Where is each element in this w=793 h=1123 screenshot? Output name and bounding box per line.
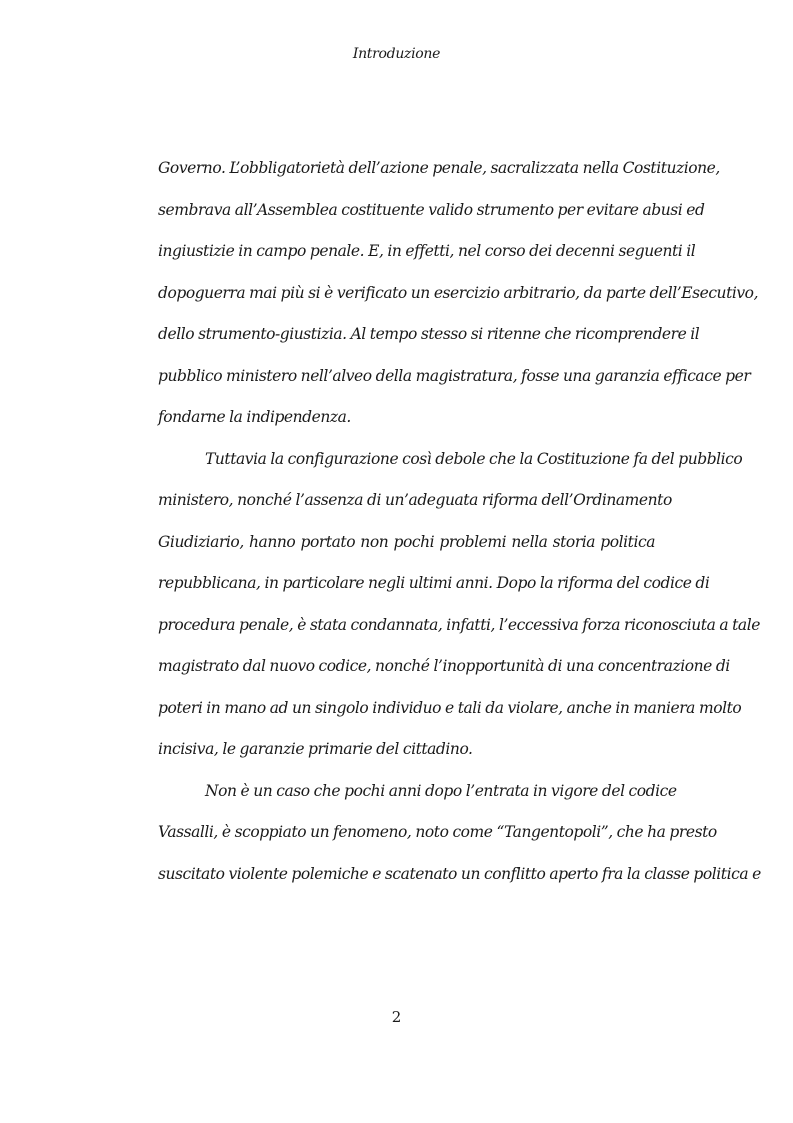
text-line: procedura penale, è stata condannata, infatti, l’eccessiva forza riconosciuta a tale [158, 615, 760, 634]
text-line: Governo. L’obbligatorietà dell’azione penale, sacralizzata nella Costituzione, [158, 159, 720, 177]
body-text [158, 148, 761, 895]
text-line: incisiva, le garanzie primarie del cittadino. [158, 740, 473, 758]
text-line: sembrava all’Assemblea costituente valido strumento per evitare abusi ed [158, 200, 705, 219]
text-line: magistrato dal nuovo codice, nonché l’inopportunità di una concentrazione di [158, 657, 730, 675]
text-line: fondarne la indipendenza. [158, 408, 351, 426]
text-line: pubblico ministero nell’alveo della magistratura, fosse una garanzia efficace per [158, 366, 751, 385]
text-line: ministero, nonché l’assenza di un’adeguata riforma dell’Ordinamento [158, 491, 672, 509]
text-line: dello strumento-giustizia. Al tempo stesso si ritenne che ricomprendere il [158, 325, 700, 343]
running-header: Introduzione [352, 46, 441, 62]
text-line: poteri in mano ad un singolo individuo e tali da violare, anche in maniera molto [158, 698, 742, 717]
text-line: Giudiziario, hanno portato non pochi problemi nella storia politica [158, 532, 655, 551]
text-line: suscitato violente polemiche e scatenato un conflitto aperto fra la classe politica e [158, 864, 761, 883]
text-line: dopoguerra mai più si è verificato un esercizio arbitrario, da parte dell’Esecutivo, [158, 283, 759, 302]
text-line: ingiustizie in campo penale. E, in effetti, nel corso dei decenni seguenti il [158, 242, 696, 260]
text-line: Tuttavia la configurazione così debole che la Costituzione fa del pubblico [205, 449, 743, 468]
text-line: repubblicana, in particolare negli ultimi anni. Dopo la riforma del codice di [158, 574, 710, 592]
page-number: 2 [391, 1008, 402, 1026]
text-line: Vassalli, è scoppiato un fenomeno, noto come “Tangentopoli”, che ha presto [158, 823, 717, 841]
text-line: Non è un caso che pochi anni dopo l’entrata in vigore del codice [205, 781, 677, 800]
